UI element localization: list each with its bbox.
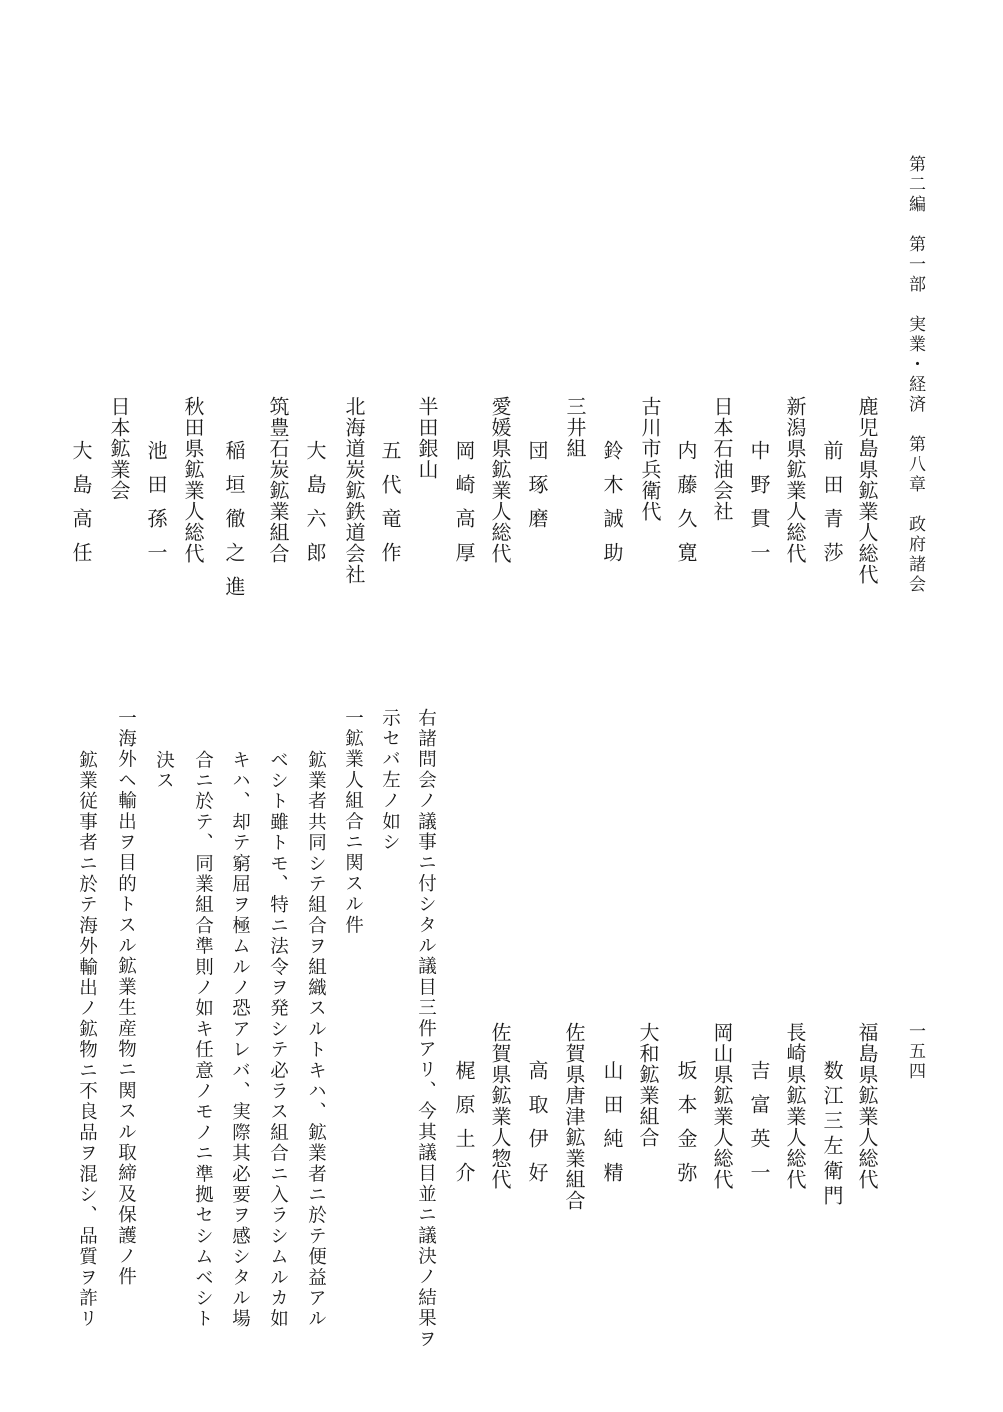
item2-line-1: 鉱業従事者ニ於テ海外輸出ノ鉱物ニ不良品ヲ混シ、品質ヲ詐リ bbox=[76, 750, 98, 1330]
lower-org-5: 佐賀県唐津鉱業組合 bbox=[562, 1022, 586, 1211]
item1-line-3: キハ、却テ窮屈ヲ極ムルノ恐アレバ、実際其必要ヲ感シタル場 bbox=[229, 750, 251, 1330]
upper-org-6: 愛媛県鉱業人総代 bbox=[488, 396, 512, 564]
upper-org-1: 鹿児島県鉱業人総代 bbox=[855, 396, 879, 585]
lower-org-2: 長崎県鉱業人総代 bbox=[783, 1022, 807, 1190]
upper-org-2: 新潟県鉱業人総代 bbox=[783, 396, 807, 564]
upper-name-2: 中野貫一 bbox=[747, 440, 771, 576]
item1-line-1: 鉱業者共同シテ組合ヲ組織スルトキハ、鉱業者ニ於テ便益アル bbox=[305, 750, 327, 1330]
lower-name-1: 数江三左衛門 bbox=[820, 1060, 844, 1210]
item1-title: 一鉱業人組合ニ関スル件 bbox=[342, 708, 364, 936]
upper-org-4: 古川市兵衛代 bbox=[638, 396, 662, 522]
upper-org-11: 日本鉱業会 bbox=[107, 396, 131, 501]
item1-line-2: ベシト雖トモ、特ニ法令ヲ発シテ必ラス組合ニ入ラシムルカ如 bbox=[267, 750, 289, 1330]
lower-name-6: 梶原土介 bbox=[452, 1060, 476, 1196]
lower-org-6: 佐賀県鉱業人惣代 bbox=[488, 1022, 512, 1190]
item2-title: 一海外ヘ輸出ヲ目的トスル鉱業生産物ニ関スル取締及保護ノ件 bbox=[115, 708, 137, 1288]
item1-line-4: 合ニ於テ、同業組合準則ノ如キ任意ノモノニ準拠セシムベシト bbox=[192, 750, 214, 1330]
running-head: 第二編 第一部 実業・経済 第八章 政府諸会 bbox=[905, 155, 925, 595]
upper-org-3: 日本石油会社 bbox=[710, 396, 734, 522]
upper-org-7: 半田銀山 bbox=[415, 396, 439, 480]
upper-name-11: 大島高任 bbox=[69, 440, 93, 576]
upper-org-9: 筑豊石炭鉱業組合 bbox=[266, 396, 290, 564]
lower-org-3: 岡山県鉱業人総代 bbox=[710, 1022, 734, 1190]
body-line-1: 右諸問会ノ議事ニ付シタル議目三件アリ、今其議目並ニ議決ノ結果ヲ bbox=[415, 708, 437, 1350]
upper-org-10: 秋田県鉱業人総代 bbox=[181, 396, 205, 564]
page-number: 一五四 bbox=[905, 1022, 925, 1082]
upper-name-8: 大島六郎 bbox=[303, 440, 327, 576]
upper-name-9: 稲垣徹之進 bbox=[222, 440, 246, 610]
upper-name-10: 池田孫一 bbox=[144, 440, 168, 576]
item1-line-5: 決ス bbox=[153, 750, 175, 792]
body-line-2: 示セバ左ノ如シ bbox=[379, 708, 401, 853]
upper-name-7: 五代竜作 bbox=[378, 440, 402, 576]
upper-name-6: 岡崎高厚 bbox=[452, 440, 476, 576]
upper-org-5: 三井組 bbox=[563, 396, 587, 459]
lower-name-2: 吉富英一 bbox=[747, 1060, 771, 1196]
lower-name-5: 高取伊好 bbox=[525, 1060, 549, 1196]
lower-org-1: 福島県鉱業人総代 bbox=[855, 1022, 879, 1190]
lower-name-4: 山田純精 bbox=[600, 1060, 624, 1196]
lower-name-3: 坂本金弥 bbox=[674, 1060, 698, 1196]
upper-name-5: 団琢磨 bbox=[525, 440, 549, 542]
lower-org-4: 大和鉱業組合 bbox=[636, 1022, 660, 1148]
upper-org-8: 北海道炭鉱鉄道会社 bbox=[342, 396, 366, 585]
upper-name-1: 前田青莎 bbox=[820, 440, 844, 576]
upper-name-4: 鈴木誠助 bbox=[600, 440, 624, 576]
upper-name-3: 内藤久寛 bbox=[674, 440, 698, 576]
